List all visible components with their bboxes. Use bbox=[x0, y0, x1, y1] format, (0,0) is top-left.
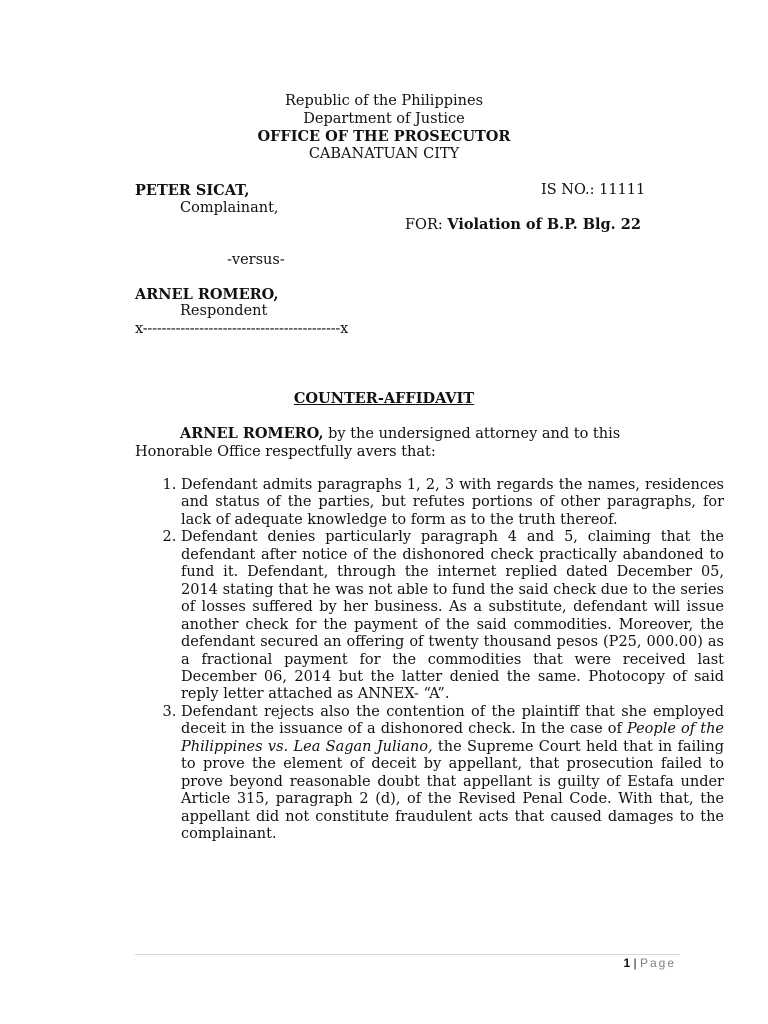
department-line: Department of Justice bbox=[303, 110, 465, 127]
city-line: CABANATUAN CITY bbox=[308, 145, 460, 162]
complainant-role: Complainant, bbox=[180, 200, 279, 216]
respondent-role: Respondent bbox=[180, 303, 268, 319]
averment-3-pre: Defendant rejects also the contention of the plaintiff that she employed deceit in the issuance of a dishonored check. In the case of bbox=[181, 703, 724, 738]
footer-divider-text: | bbox=[630, 956, 640, 970]
case-number-label: IS NO.: bbox=[541, 182, 595, 198]
averments-list bbox=[135, 477, 724, 844]
page-number: 1 bbox=[623, 956, 631, 970]
footer-divider bbox=[135, 954, 680, 955]
averment-1-text: Defendant admits paragraphs 1, 2, 3 with regards the names, residences and status of the parties, but refutes portions of other paragraphs, for lack of adequate knowledge to form as to the truth thereof. bbox=[181, 477, 724, 528]
offense bbox=[405, 216, 641, 235]
respondent-name: ARNEL ROMERO, bbox=[135, 286, 279, 303]
offense-label: FOR: bbox=[405, 217, 443, 233]
page-footer bbox=[623, 956, 676, 970]
averment-3-post: the Supreme Court held that in failing to prove the element of deceit by appellant, that prosecution failed to prove beyond reasonable doubt that appellant is guilty of Estafa under Article 315, paragraph 2 (d), of the Revised Penal Code. With that, the appellant did not constitute fraudulent acts that caused damages to the complainant. bbox=[181, 738, 724, 843]
case-number-value: 11111 bbox=[599, 182, 646, 198]
office-line: OFFICE OF THE PROSECUTOR bbox=[257, 128, 511, 145]
caption-separator: x------------------------------------------x bbox=[135, 321, 349, 337]
averment-3 bbox=[181, 704, 724, 844]
document-title: COUNTER-AFFIDAVIT bbox=[293, 390, 475, 407]
averment-2 bbox=[181, 529, 724, 704]
intro-name: ARNEL ROMERO, bbox=[180, 425, 324, 442]
case-number bbox=[541, 182, 645, 200]
offense-value: Violation of B.P. Blg. 22 bbox=[447, 216, 641, 233]
averment-1 bbox=[181, 477, 724, 529]
case-citation: People of the Philippines vs. Lea Sagan Juliano, bbox=[181, 721, 724, 755]
letterhead bbox=[0, 93, 768, 163]
versus-line: -versus- bbox=[227, 252, 285, 268]
republic-line: Republic of the Philippines bbox=[284, 93, 484, 109]
complainant-name: PETER SICAT, bbox=[135, 182, 250, 199]
page-label: Page bbox=[639, 956, 676, 970]
intro-text: by the undersigned attorney and to this Honorable Office respectfully avers that: bbox=[135, 426, 621, 460]
intro-paragraph bbox=[135, 425, 680, 461]
averment-2-text: Defendant denies particularly paragraph 4 and 5, claiming that the defendant after notice of the dishonored check practically abandoned to fund it. Defendant, through the internet replied dated December 05, 2014 stating that he was not able to fund the said check due to the series of losses suffered by her business. As a substitute, defendant will issue another check for the payment of the said commodities. Moreover, the defendant secured an offering of twenty thousand pesos (P25, 000.00) as a fractional payment for the commodities that were received last December 06, 2014 but the latter denied the same. Photocopy of said reply letter attached as ANNEX- “A”. bbox=[181, 529, 724, 703]
